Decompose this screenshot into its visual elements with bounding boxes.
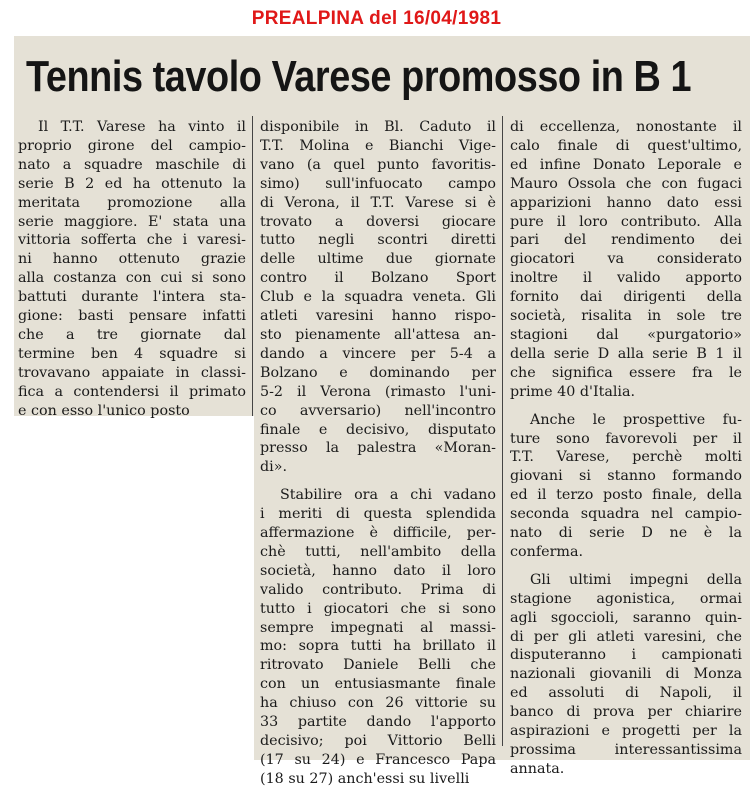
article-headline: Tennis tavolo Varese promosso in B 1 [26, 52, 692, 101]
text-line: inoltre il valido apporto [510, 270, 742, 287]
text-line: co avversario) nell'incontro [260, 402, 496, 419]
article-column-1 [18, 118, 246, 421]
text-line: ed infine Donato Leporale e [510, 156, 742, 173]
text-line: fornito dai dirigenti della [510, 289, 742, 306]
text-line: T.T. Varese, perchè molti [510, 449, 742, 466]
text-line: che a tre giornate dal [18, 326, 246, 343]
text-line: presso la palestra «Moran- [260, 440, 496, 457]
text-line: T.T. Molina e Bianchi Vige- [260, 137, 496, 154]
text-line: nazionali giovanili di Monza [510, 666, 742, 683]
text-line: decisivo; poi Vittorio Belli [260, 733, 496, 749]
text-line: contro il Bolzano Sport [260, 270, 496, 287]
text-line: vittoria sofferta che i varesi- [18, 232, 246, 249]
text-line: pure il loro contributo. Alla [510, 213, 742, 230]
text-line: (17 su 24) e Francesco Papa [260, 751, 496, 768]
text-line: di». [260, 459, 288, 476]
text-line: mo: sopra tutti ha brillato il [260, 638, 496, 655]
text-line: ni hanno ottenuto grazie [18, 251, 246, 268]
text-line: alla costanza con cui si sono [18, 270, 246, 287]
text-line: aspirazioni e progetti per la [510, 723, 742, 740]
text-line: nato a squadre maschile di [18, 156, 246, 173]
text-line: simo) sull'infuocato campo [260, 175, 496, 192]
text-line: proprio girone del campio- [18, 137, 246, 154]
text-line: giovani si stanno formando [510, 468, 742, 485]
text-line: termine ben 4 squadre si [18, 345, 246, 362]
text-line: battuti durante l'intera sta- [18, 289, 246, 306]
text-line: sempre impegnati al massi- [260, 619, 496, 636]
text-line: trovato a doversi giocare [260, 213, 496, 230]
text-line: tutto i giocatori che si sono [260, 600, 496, 617]
text-line: affermazione è difficile, per- [260, 525, 496, 542]
text-line: Stabilire ora a chi vadano [280, 487, 496, 504]
text-line: tutto negli scontri diretti [260, 232, 496, 249]
text-line: nato di serie D ne è la [510, 525, 742, 542]
text-line: delle ultime due giornate [260, 251, 496, 268]
text-line: serie maggiore. E' stata una [18, 213, 246, 230]
text-line: ritrovato Daniele Belli che [260, 657, 496, 674]
text-line: di Verona, il T.T. Varese si è [260, 194, 496, 211]
text-line: di eccellenza, nonostante il [510, 119, 742, 135]
text-line: trovavano appaiate in classi- [18, 364, 246, 381]
text-line: stagione agonistica, ormai [510, 590, 742, 607]
text-line: ture sono favorevoli per il [510, 430, 742, 447]
text-line: 33 partite dando l'apporto [260, 714, 496, 731]
text-line: i meriti di questa splendida [260, 506, 496, 523]
text-line: agli sgoccioli, saranno quin- [510, 609, 742, 626]
text-line: dando a vincere per 5-4 a [260, 345, 496, 362]
column-divider [502, 116, 503, 746]
text-line: annata. [510, 760, 565, 777]
text-line: Il T.T. Varese ha vinto il [38, 119, 246, 135]
text-line: della serie D alla serie B 1 il [510, 345, 742, 362]
text-line: prossima interessantissima [510, 742, 742, 758]
text-line: fica a contendersi il primato [18, 383, 246, 400]
text-line: gione: basti pensare infatti [18, 308, 246, 325]
text-line: apparizioni hanno dato essi [510, 194, 742, 211]
text-line: disponibile in Bl. Caduto il [260, 119, 496, 135]
text-line: Mauro Ossola che con fugaci [510, 175, 742, 192]
text-line: vano (a quel punto favoritis- [260, 156, 496, 173]
text-line: pari del rendimento dei [510, 232, 742, 249]
text-line: meritata promozione alla [18, 194, 246, 211]
article-column-2 [260, 118, 496, 789]
text-line: (18 su 27) anch'essi su livelli [260, 770, 470, 787]
text-line: e con esso l'unico posto [18, 402, 190, 419]
text-line: stagioni dal «purgatorio» [510, 326, 742, 343]
text-line: giocatori va considerato [510, 251, 742, 268]
text-line: di per gli atleti varesini, che [510, 628, 742, 645]
text-line: serie B 2 ed ha ottenuto la [18, 175, 246, 192]
text-line: Club e la squadra veneta. Gli [260, 289, 496, 306]
text-line: sto pienamente all'attesa an- [260, 326, 496, 343]
text-line: Anche le prospettive fu- [530, 411, 742, 428]
text-line: società, risalita in sole tre [510, 308, 742, 325]
text-line: calo finale di quest'ultimo, [510, 137, 742, 154]
text-line: Gli ultimi impegni della [530, 571, 742, 588]
text-line: disputeranno i campionati [510, 647, 742, 664]
article-column-3 [510, 118, 742, 779]
text-line: 5-2 il Verona (rimasto l'uni- [260, 383, 496, 400]
text-line: con un entusiasmante finale [260, 676, 496, 693]
text-line: seconda squadra nel campio- [510, 506, 742, 523]
text-line: conferma. [510, 543, 584, 560]
text-line: società, hanno dato il loro [260, 562, 496, 579]
text-line: Bolzano e dominando per [260, 364, 496, 381]
text-line: chè tutti, nell'ambito della [260, 543, 496, 560]
text-line: atleti varesini hanno rispo- [260, 308, 496, 325]
text-line: banco di prova per chiarire [510, 704, 742, 721]
text-line: prime 40 d'Italia. [510, 383, 636, 400]
text-line: finale e decisivo, disputato [260, 421, 496, 438]
text-line: valido contributo. Prima di [260, 581, 496, 598]
source-label: PREALPINA del 16/04/1981 [251, 8, 502, 29]
text-line: ed il terzo posto finale, della [510, 487, 742, 504]
column-divider [252, 116, 253, 416]
text-line: ha chiuso con 26 vittorie su [260, 695, 496, 712]
text-line: ed assoluti di Napoli, il [510, 685, 742, 702]
text-line: che significa essere fra le [510, 364, 742, 381]
